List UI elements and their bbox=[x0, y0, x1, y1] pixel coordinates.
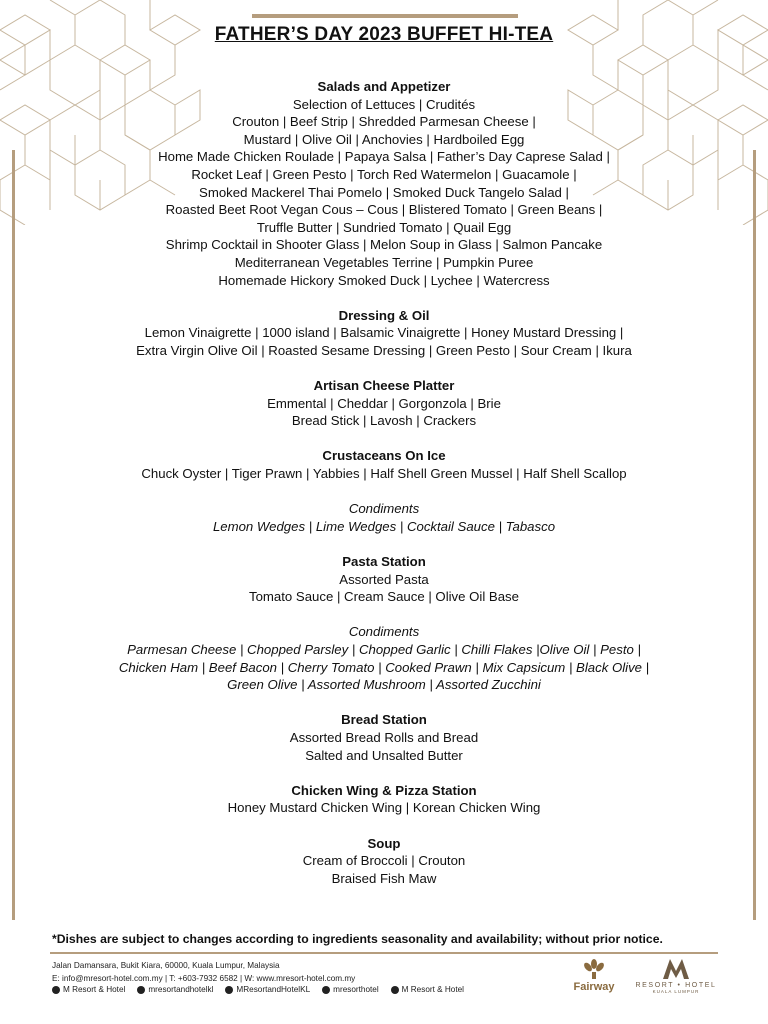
section-heading: Bread Station bbox=[341, 712, 427, 728]
menu-line: Salted and Unsalted Butter bbox=[305, 747, 463, 763]
fairway-mark-icon bbox=[581, 958, 607, 980]
menu-line: Honey Mustard Chicken Wing | Korean Chicken Wing bbox=[227, 800, 541, 816]
menu-line: Chuck Oyster | Tiger Prawn | Yabbies | Half Shell Green Mussel | Half Shell Scallop bbox=[141, 466, 627, 482]
menu-section-salads bbox=[60, 78, 708, 289]
availability-notice: *Dishes are subject to changes according to ingredients seasonality and availability; without prior notice. bbox=[52, 932, 663, 946]
social-label: MResortandHotelKL bbox=[236, 985, 311, 994]
right-border-bar bbox=[753, 150, 756, 920]
section-heading: Crustaceans On Ice bbox=[322, 448, 446, 464]
section-heading: Dressing & Oil bbox=[338, 307, 430, 323]
menu-body bbox=[60, 78, 708, 905]
menu-line: Rocket Leaf | Green Pesto | Torch Red Watermelon | Guacamole | bbox=[191, 166, 577, 182]
menu-line: Roasted Beet Root Vegan Cous – Cous | Blistered Tomato | Green Beans | bbox=[165, 202, 603, 218]
menu-line: Emmental | Cheddar | Gorgonzola | Brie bbox=[267, 395, 501, 411]
menu-line: Mediterranean Vegetables Terrine | Pumpkin Puree bbox=[234, 254, 534, 270]
social-instagram[interactable] bbox=[137, 985, 213, 994]
fairway-wordmark: Fairway bbox=[573, 981, 615, 993]
social-label: M Resort & Hotel bbox=[63, 985, 126, 994]
menu-section-cheese bbox=[60, 377, 708, 430]
footer-contact-block bbox=[52, 960, 355, 985]
footer-address: Jalan Damansara, Bukit Kiara, 60000, Kuala Lumpur, Malaysia bbox=[52, 961, 280, 970]
menu-line: Green Olive | Assorted Mushroom | Assorted Zucchini bbox=[227, 677, 541, 693]
menu-line: Extra Virgin Olive Oil | Roasted Sesame Dressing | Green Pesto | Sour Cream | Ikura bbox=[136, 342, 632, 358]
section-heading: Chicken Wing & Pizza Station bbox=[291, 782, 477, 798]
menu-line: Bread Stick | Lavosh | Crackers bbox=[291, 413, 477, 429]
menu-section-dressing bbox=[60, 307, 708, 360]
twitter-icon bbox=[225, 986, 233, 994]
section-heading: Condiments bbox=[348, 501, 420, 517]
social-links bbox=[52, 985, 464, 994]
section-heading: Artisan Cheese Platter bbox=[313, 378, 455, 394]
facebook-icon bbox=[52, 986, 60, 994]
menu-section-chicken-wing-pizza bbox=[60, 782, 708, 817]
menu-line: Cream of Broccoli | Crouton bbox=[302, 853, 466, 869]
section-heading: Condiments bbox=[348, 624, 420, 640]
social-youtube[interactable] bbox=[391, 985, 464, 994]
social-twitter[interactable] bbox=[225, 985, 310, 994]
social-label: mresortandhotelkl bbox=[148, 985, 214, 994]
resort-location: KUALA LUMPUR bbox=[652, 989, 700, 994]
fairway-logo bbox=[562, 958, 626, 993]
menu-line: Home Made Chicken Roulade | Papaya Salsa | Father’s Day Caprese Salad | bbox=[158, 149, 610, 165]
menu-section-pasta-condiments bbox=[60, 623, 708, 693]
menu-section-crustaceans bbox=[60, 447, 708, 482]
menu-section-seafood-condiments bbox=[60, 500, 708, 535]
menu-line: Shrimp Cocktail in Shooter Glass | Melon Soup in Glass | Salmon Pancake bbox=[165, 237, 603, 253]
youtube-icon bbox=[391, 986, 399, 994]
section-heading: Pasta Station bbox=[342, 554, 426, 570]
menu-line: Chicken Ham | Beef Bacon | Cherry Tomato | Cooked Prawn | Mix Capsicum | Black Olive | bbox=[118, 659, 650, 675]
title-rule bbox=[252, 14, 518, 18]
left-border-bar bbox=[12, 150, 15, 920]
resort-wordmark: RESORT • HOTEL bbox=[635, 982, 717, 989]
footer-rule bbox=[50, 952, 718, 954]
menu-section-soup bbox=[60, 835, 708, 888]
menu-line: Lemon Wedges | Lime Wedges | Cocktail Sauce | Tabasco bbox=[212, 518, 556, 534]
menu-line: Mustard | Olive Oil | Anchovies | Hardboiled Egg bbox=[243, 131, 525, 147]
menu-section-bread bbox=[60, 711, 708, 764]
menu-line: Assorted Bread Rolls and Bread bbox=[289, 729, 479, 745]
threads-icon bbox=[322, 986, 330, 994]
menu-line: Smoked Mackerel Thai Pomelo | Smoked Duck Tangelo Salad | bbox=[199, 184, 569, 200]
section-heading: Salads and Appetizer bbox=[317, 79, 451, 94]
section-heading: Soup bbox=[367, 835, 401, 851]
menu-line: Parmesan Cheese | Chopped Parsley | Chopped Garlic | Chilli Flakes |Olive Oil | Pesto | bbox=[127, 642, 641, 657]
social-label: mresorthotel bbox=[333, 985, 379, 994]
instagram-icon bbox=[137, 986, 145, 994]
footer-contact: E: info@mresort-hotel.com.my | T: +603-7932 6582 | W: www.mresort-hotel.com.my bbox=[52, 973, 356, 983]
menu-line: Tomato Sauce | Cream Sauce | Olive Oil Base bbox=[249, 589, 519, 605]
menu-line: Homemade Hickory Smoked Duck | Lychee | Watercress bbox=[218, 272, 550, 288]
social-threads[interactable] bbox=[322, 985, 379, 994]
m-resort-mark-icon bbox=[661, 958, 691, 980]
menu-line: Selection of Lettuces | Crudités bbox=[292, 96, 476, 112]
social-label: M Resort & Hotel bbox=[401, 985, 465, 994]
menu-line: Crouton | Beef Strip | Shredded Parmesan Cheese | bbox=[232, 114, 536, 130]
menu-section-pasta bbox=[60, 553, 708, 606]
m-resort-logo bbox=[630, 958, 722, 994]
social-facebook[interactable] bbox=[52, 985, 125, 994]
menu-line: Lemon Vinaigrette | 1000 island | Balsamic Vinaigrette | Honey Mustard Dressing | bbox=[144, 325, 624, 341]
page-title: FATHER’S DAY 2023 BUFFET HI-TEA bbox=[214, 24, 554, 45]
menu-line: Assorted Pasta bbox=[339, 571, 429, 587]
menu-line: Braised Fish Maw bbox=[331, 870, 437, 886]
menu-line: Truffle Butter | Sundried Tomato | Quail Egg bbox=[256, 219, 512, 235]
